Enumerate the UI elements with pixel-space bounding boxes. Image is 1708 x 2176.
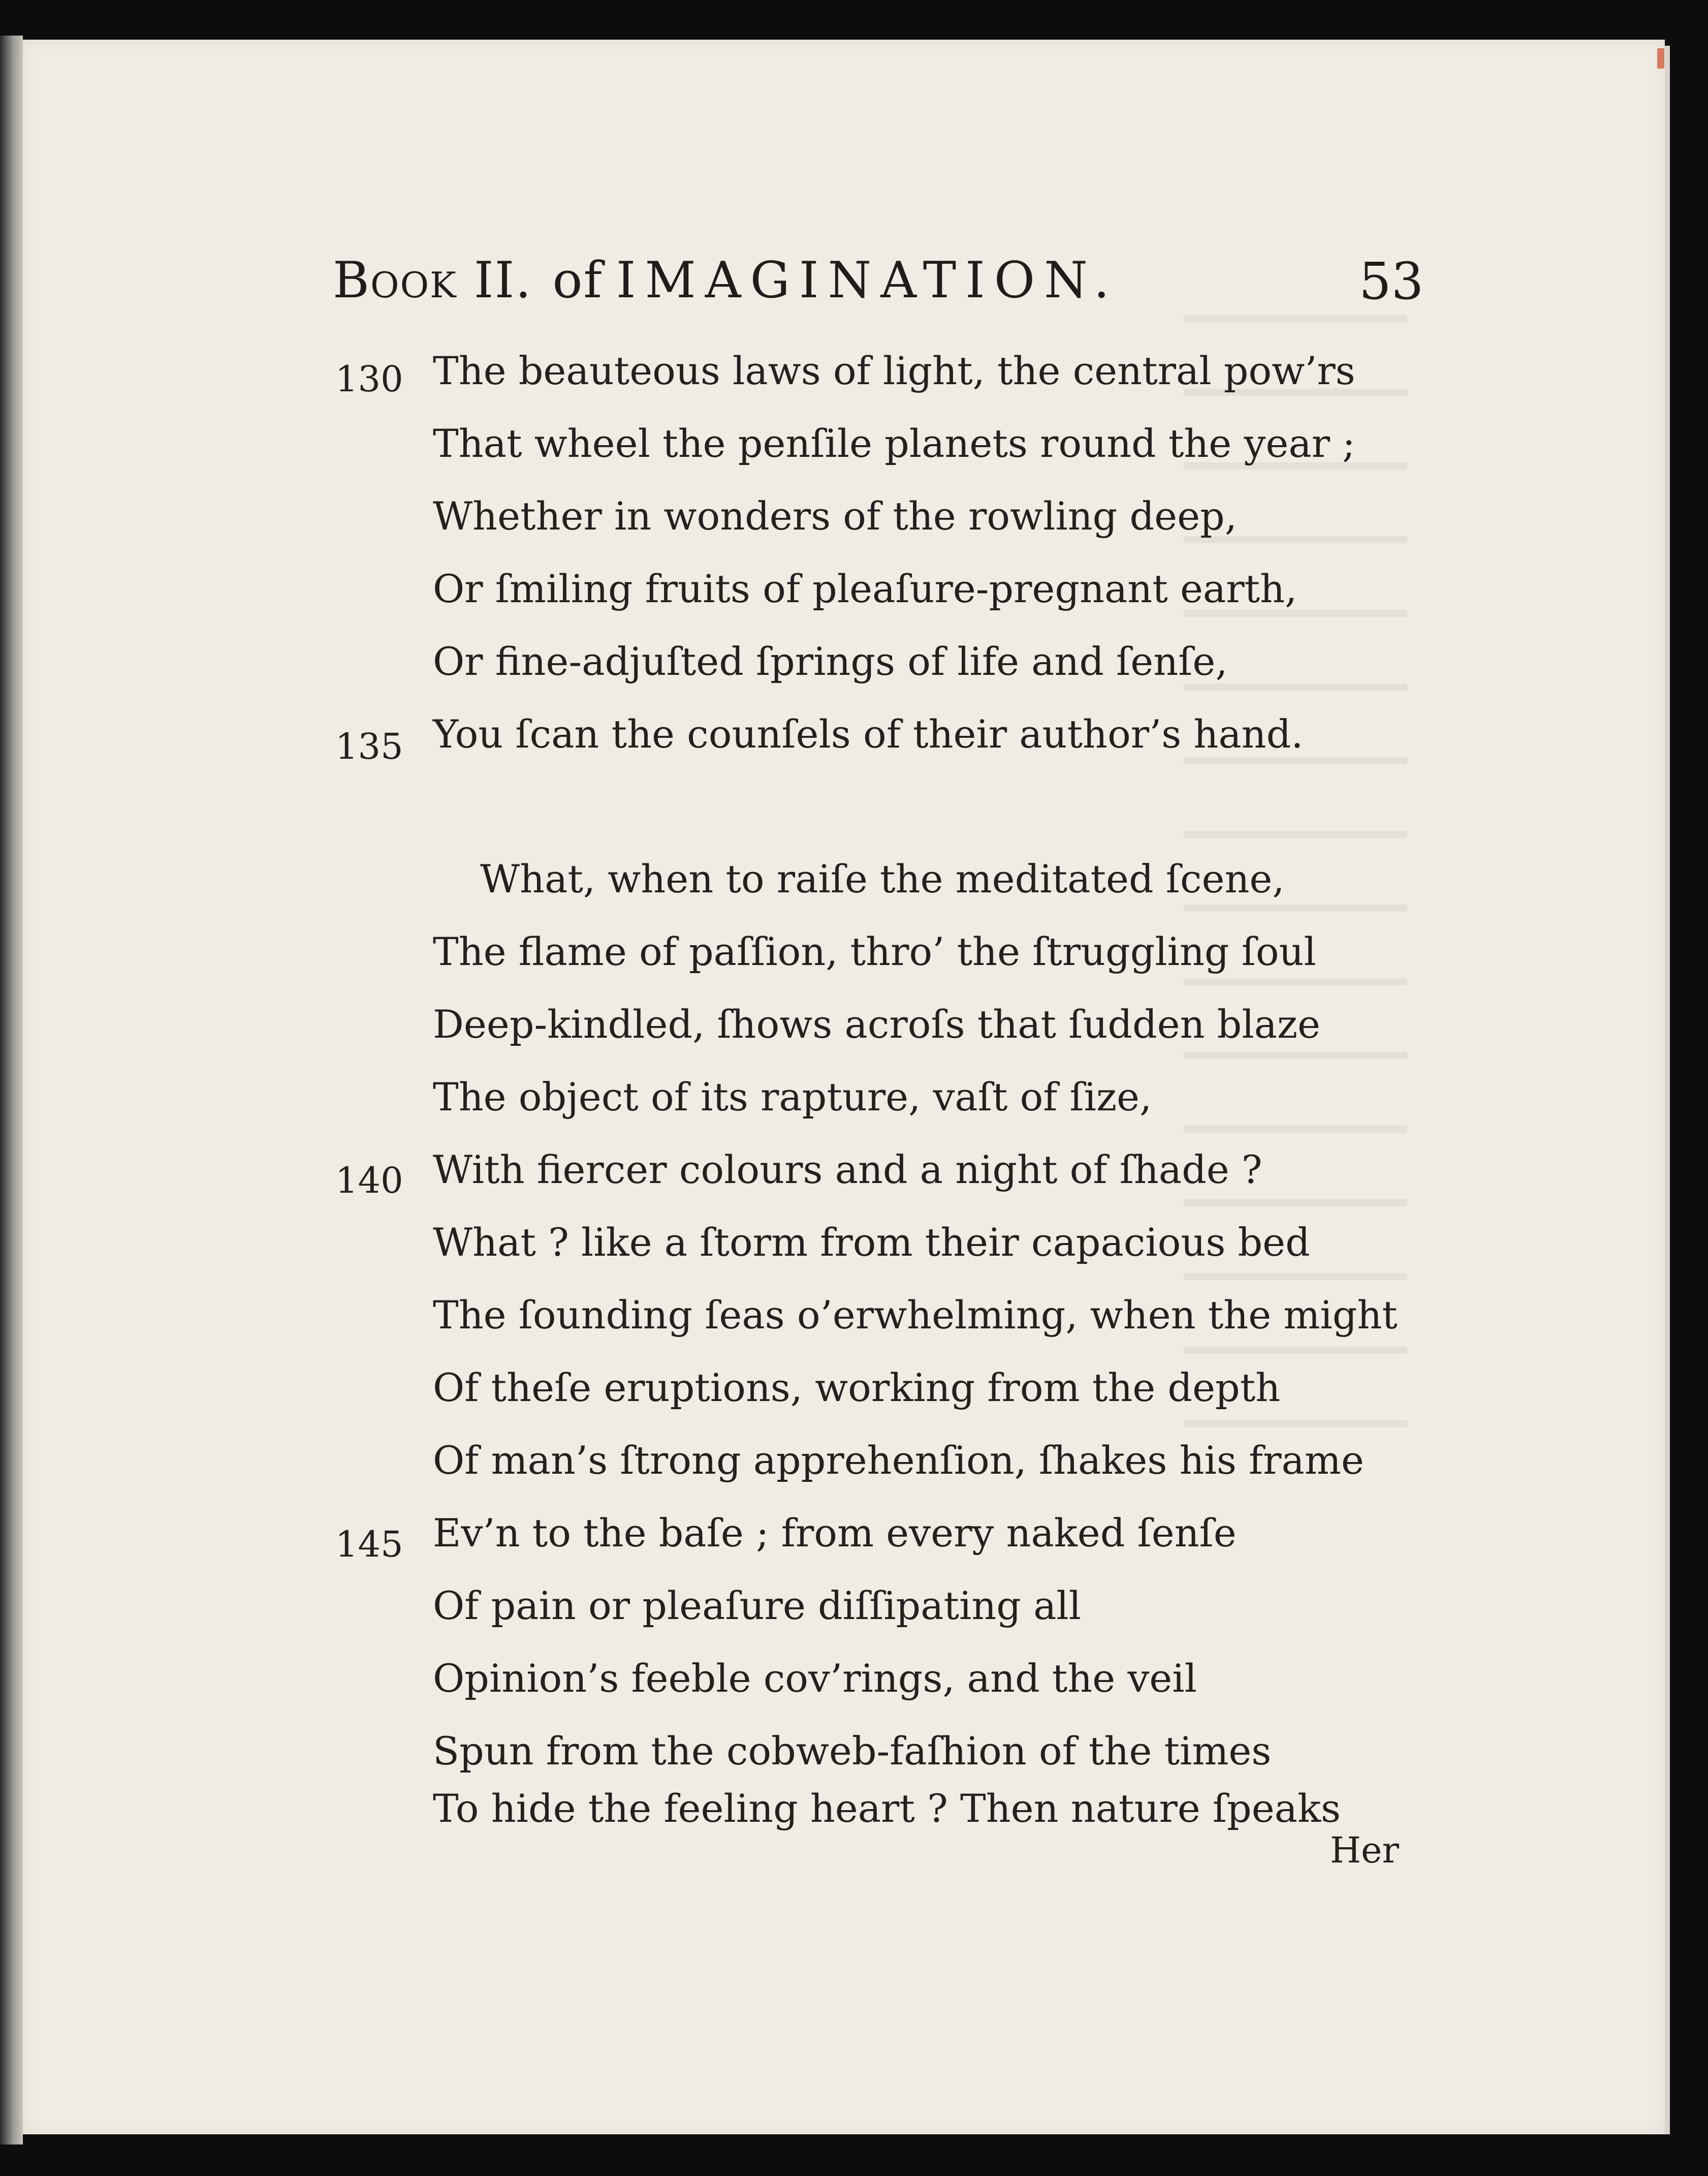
line-number: 130 (335, 358, 403, 400)
verse-line: What, when to raiſe the meditated ſcene, (480, 856, 1285, 902)
verse-line: Deep-kindled, ſhows acroſs that ſudden blaze (433, 1002, 1320, 1047)
verse-line: The ſounding ſeas o’erwhelming, when the might (433, 1292, 1398, 1338)
verse-line: The object of its rapture, vaſt of ſize, (433, 1074, 1152, 1120)
catchword: Her (1330, 1829, 1399, 1871)
line-number: 140 (335, 1160, 403, 1201)
work-title: IMAGINATION. (616, 252, 1119, 309)
line-number: 135 (335, 726, 403, 767)
of-label: of (552, 252, 603, 309)
verse-line: Or fine-adjuſted ſprings of life and ſenſe, (433, 639, 1228, 684)
verse-line: Opinion’s feeble cov’rings, and the veil (433, 1656, 1197, 1701)
verse-line: Spun from the cobweb-faſhion of the times (433, 1728, 1272, 1774)
verse-line: Of pain or pleaſure diſſipating all (433, 1583, 1082, 1628)
book-label: Book II. (333, 252, 532, 309)
verse-line: Or ſmiling fruits of pleaſure-pregnant earth, (433, 566, 1298, 611)
verse-line: Ev’n to the baſe ; from every naked ſenſe (433, 1510, 1237, 1556)
verse-line: You ſcan the counſels of their author’s hand. (433, 711, 1304, 757)
verse-line: That wheel the penſile planets round the year ; (433, 421, 1355, 466)
page-number: 53 (1359, 252, 1424, 311)
verse-line: Of theſe eruptions, working from the depth (433, 1365, 1281, 1410)
verse-line: The beauteous laws of light, the central pow’rs (433, 348, 1355, 393)
line-number: 145 (335, 1524, 403, 1565)
verse-line: Whether in wonders of the rowling deep, (433, 493, 1237, 539)
verse-line: With fiercer colours and a night of ſhade ? (433, 1147, 1262, 1192)
verse-line: Of man’s ſtrong apprehenſion, ſhakes his frame (433, 1438, 1364, 1483)
verse-line: To hide the feeling heart ? Then nature ſpeaks (433, 1786, 1341, 1831)
verse-line: The flame of paſſion, thro’ the ſtruggling ſoul (433, 929, 1316, 974)
verse-line: What ? like a ſtorm from their capacious bed (433, 1220, 1310, 1265)
